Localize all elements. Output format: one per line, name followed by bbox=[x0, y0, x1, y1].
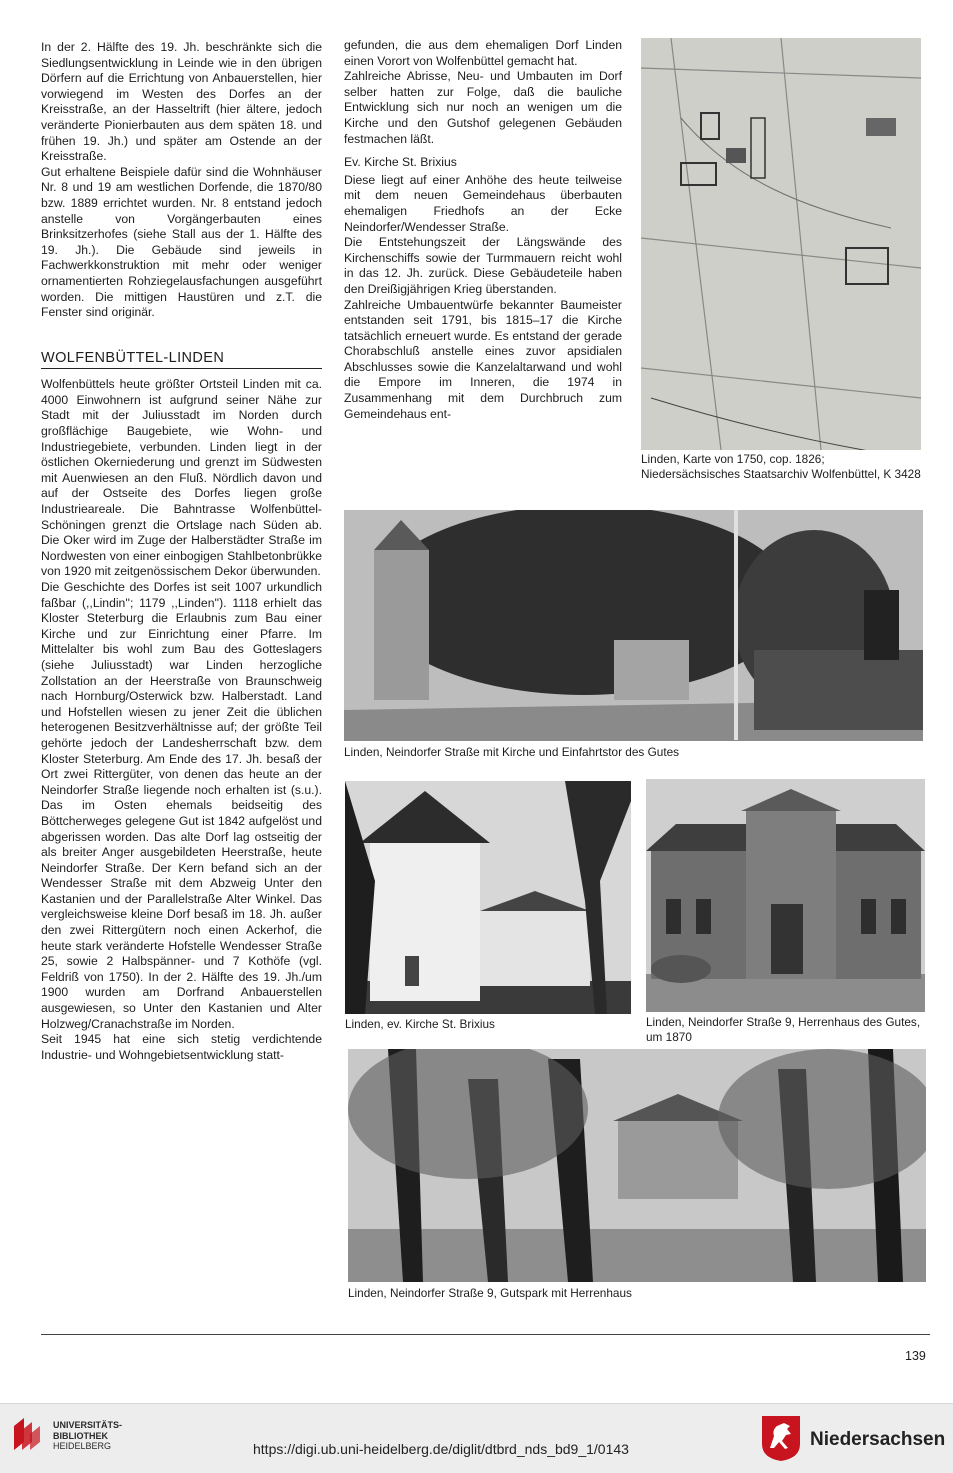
map-caption: Linden, Karte von 1750, cop. 1826; Niedersächsisches Staatsarchiv Wolfenbüttel, K 3428 bbox=[641, 452, 921, 481]
paragraph: Zahlreiche Abrisse, Neu- und Umbauten im Dorf selber hatten zur Folge, daß die bauliche Entwicklung sich nur noch an wenigen um die Kirche und den Gutshof gelegenen Gebäuden festmachen läßt. bbox=[344, 69, 622, 146]
church-photo bbox=[345, 781, 631, 1014]
street-photo-caption: Linden, Neindorfer Straße mit Kirche und Einfahrtstor des Gutes bbox=[344, 745, 680, 759]
footer-bar bbox=[0, 1403, 953, 1473]
document-url-link[interactable]: https://digi.ub.uni-heidelberg.de/diglit/dtbrd_nds_bd9_1/0143 bbox=[253, 1441, 629, 1457]
page-number: 139 bbox=[905, 1349, 926, 1363]
park-photo-caption: Linden, Neindorfer Straße 9, Gutspark mit Herrenhaus bbox=[348, 1286, 632, 1300]
paragraph: Zahlreiche Umbauentwürfe bekannter Baumeister entstanden seit 1791, bis 1815–17 die Kirche tatsächlich erneuert wurde. Es entstand der gerade Chorabschluß anstelle eines zuvor apsidialen Abschlusses sowie die Kanzelaltarwand und wohl die Empore im Inneren, die 1974 in Zusammenhang mit dem Durchbruch zum Gemeindehaus ent- bbox=[344, 297, 622, 421]
library-name-line: HEIDELBERG bbox=[53, 1441, 112, 1451]
state-name[interactable]: Niedersachsen bbox=[810, 1429, 946, 1450]
paragraph: Die Entstehungszeit der Längswände des Kirchenschiffs sowie der Turmmauern reicht wohl in das 12. Jh. zurück. Diese Gebäudeteile haben den Dreißigjährigen Krieg überstanden. bbox=[344, 235, 622, 296]
library-logo-icon bbox=[12, 1416, 46, 1452]
paragraph: Seit 1945 hat eine sich stetig verdichtende Industrie- und Wohngebietsentwicklung statt- bbox=[41, 1032, 322, 1062]
paragraph: Wolfenbüttels heute größter Ortsteil Linden mit ca. 4000 Einwohnern ist aufgrund seiner Nähe zur Stadt mit der Juliusstadt im Norden durch großflächige Baugebiete, wie Wohn- und Industriegebiete, verbunden. Linden liegt in der östlichen Okerniederung und grenzt im Südwesten mit Auenwiesen an den Fluß. Nördlich davon und auf der Ostseite des Dorfes liegen große Industrieareale. Die Bahntrasse Wolfenbüttel-Schöningen grenzt die Ortslage nach Süden ab. Die Oker wird im Zuge der Halberstädter Straße im Nordwesten von einer einbogigen Stahlbetonbrükke von 1920 mit zeitgenössischem Dekor überwunden. bbox=[41, 377, 322, 579]
park-photo bbox=[348, 1049, 926, 1282]
street-photo bbox=[344, 510, 923, 741]
church-photo-caption: Linden, ev. Kirche St. Brixius bbox=[345, 1017, 495, 1031]
paragraph: Die Geschichte des Dorfes ist seit 1007 urkundlich faßbar (,,Lindin''; 1179 ,,Linden''). 1118 erhielt das Kloster Steterburg die Erlaubnis zum Bau einer Kirche und zur Einrichtung einer Pfarre. Im Mittelalter bis wohl zum Bau des Gotteslagers (siehe Juliusstadt) war Linden herzogliche Zollstation an der Heerstraße von Braunschweig nach Hornburg/Osterwick bzw. Halberstadt. Land und Hofstellen wiesen zu jener Zeit die üblichen heterogenen Besitzverhältnisse auf; der größte Teil gehörte jedoch der Landesherrschaft bzw. dem Kloster Steterburg. Am Ende des 17. Jh. besaß der Ort zwei Rittergüter, von denen das heute an der Neindorfer Straße liegende noch erhalten ist (s.u.). Das im Osten ehemals beidseitig des Böttcherweges gelegene Gut ist 1842 aufgelöst und abgerissen worden. Das alte Dorf lag ostseitig der als breiter Anger ausgebildeten Heerstraße, heute Neindorfer Straße. Der Kern befand sich an der Wendesser Straße mit dem Abzweig Unter den Kastanien und der Parallelstraße Alter Winkel. Das vergleichsweise kleine Dorf besaß im 18. Jh. außer den zwei Rittergütern noch einen Ackerhof, die heute stark veränderte Hofstelle Wendesser Straße 25, sowie 2 Halbspänner- und 7 Kothöfe (vgl. Feldriß von 1750). In der 2. Hälfte des 19. Jh./um 1900 wurden am Dorfrand Anbauerstellen ausgewiesen, so Unter den Kastanien und Alter Holzweg/Cranachstraße im Norden. bbox=[41, 580, 322, 1031]
paragraph: In der 2. Hälfte des 19. Jh. beschränkte sich die Siedlungsentwicklung in Leinde wie in den übrigen Dörfern auf die Errichtung von Anbauerstellen, hier vorwiegend im Westen des Dorfes an der Kreisstraße, an der Hasseltrift (hier ältere, jedoch veränderte Pionierbauten aus dem späten 18. und frühen 19. Jh.) und später am Ostende an der Kreisstraße. bbox=[41, 40, 322, 164]
text-column-middle bbox=[344, 38, 622, 422]
paragraph: Gut erhaltene Beispiele dafür sind die Wohnhäuser Nr. 8 und 19 am westlichen Dorfende, die 1870/80 bzw. 1889 errichtet wurden. Nr. 8 entstand jedoch anstelle von Vorgängerbauten eines Brinksitzerhofes (siehe Stall aus der 1. Hälfte des 19. Jh.). Die Gebäude sind jeweils in Fachwerkkonstruktion mit mehr oder weniger ornamentierten Rohziegelausfachungen ausgeführt worden. Die mittigen Haustüren und z.T. die Fenster sind originär. bbox=[41, 164, 322, 320]
library-name-line: BIBLIOTHEK bbox=[53, 1430, 108, 1441]
library-name-line: UNIVERSITÄTS- bbox=[53, 1420, 123, 1430]
manor-photo-caption: Linden, Neindorfer Straße 9, Herrenhaus des Gutes, um 1870 bbox=[646, 1015, 921, 1044]
subheading: Ev. Kirche St. Brixius bbox=[344, 155, 457, 170]
text-column-left bbox=[41, 40, 322, 1063]
bottom-rule bbox=[41, 1334, 930, 1335]
paragraph: Diese liegt auf einer Anhöhe des heute teilweise mit dem neuen Gemeindehaus überbauten ehemaligen Friedhofs an der Ecke Neindorfer/Wendesser Straße. bbox=[344, 172, 622, 234]
paragraph: gefunden, die aus dem ehemaligen Dorf Linden einen Vorort von Wolfenbüttel gemacht hat. bbox=[344, 38, 622, 68]
library-name[interactable] bbox=[53, 1420, 122, 1452]
map-image bbox=[641, 38, 921, 450]
niedersachsen-horse-icon bbox=[760, 1414, 802, 1462]
section-heading: WOLFENBÜTTEL-LINDEN bbox=[41, 351, 322, 370]
manor-photo bbox=[646, 779, 925, 1012]
